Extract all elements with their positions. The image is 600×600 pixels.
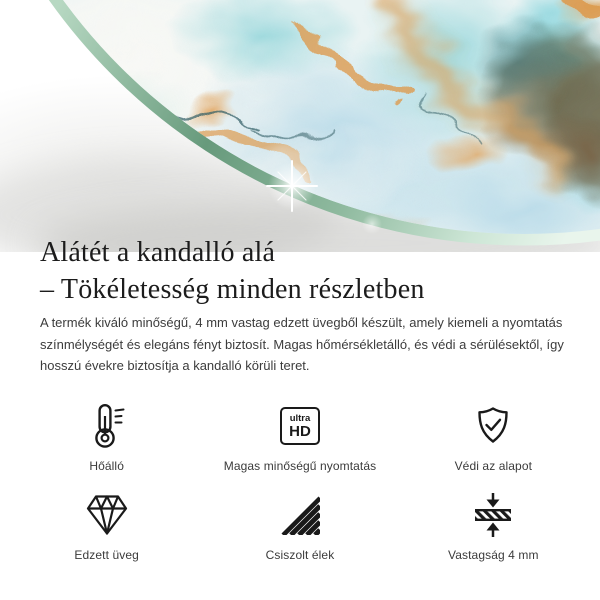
- diamond-icon: [84, 491, 130, 539]
- description-line: A termék kiváló minőségű, 4 mm vastag edzett üvegből készült, amely kiemeli a nyomtatás: [40, 315, 563, 330]
- page-title: [40, 234, 425, 308]
- feature-thickness-4mm: [397, 491, 590, 562]
- feature-heat-resistant: [10, 402, 203, 473]
- polished-edges-icon: [278, 491, 322, 539]
- ultra-hd-icon-text-bottom: HD: [289, 423, 311, 441]
- ultra-hd-icon: [280, 402, 320, 450]
- feature-ultra-hd-print: [203, 402, 396, 473]
- feature-grid: [10, 402, 590, 562]
- shield-check-icon: [471, 402, 515, 450]
- feature-label: Védi az alapot: [454, 459, 533, 473]
- feature-label: Magas minőségű nyomtatás: [223, 459, 377, 473]
- feature-label: Csiszolt élek: [265, 548, 335, 562]
- page-title-line1: Alátét a kandalló alá: [40, 237, 276, 268]
- feature-polished-edges: [203, 491, 396, 562]
- description-line: színmélységét és elegáns fényt biztosít. Magas hőmérsékletálló, és védi a sérülésektől, így: [40, 336, 564, 352]
- feature-protects-base: [397, 402, 590, 473]
- page-title-line2: – Tökéletesség minden részletben: [40, 274, 425, 305]
- feature-label: Edzett üveg: [74, 548, 139, 562]
- thermometer-icon: [85, 402, 129, 450]
- thickness-icon: [471, 491, 515, 539]
- feature-label: Hőálló: [89, 459, 124, 473]
- product-photo: [0, 0, 600, 252]
- feature-label: Vastagság 4 mm: [448, 548, 539, 562]
- product-description: [40, 312, 564, 377]
- description-line: hosszú évekre biztosítja a kandalló körüli teret.: [40, 358, 310, 373]
- ultra-hd-icon-text-top: ultra: [289, 412, 311, 424]
- feature-tempered-glass: [10, 491, 203, 562]
